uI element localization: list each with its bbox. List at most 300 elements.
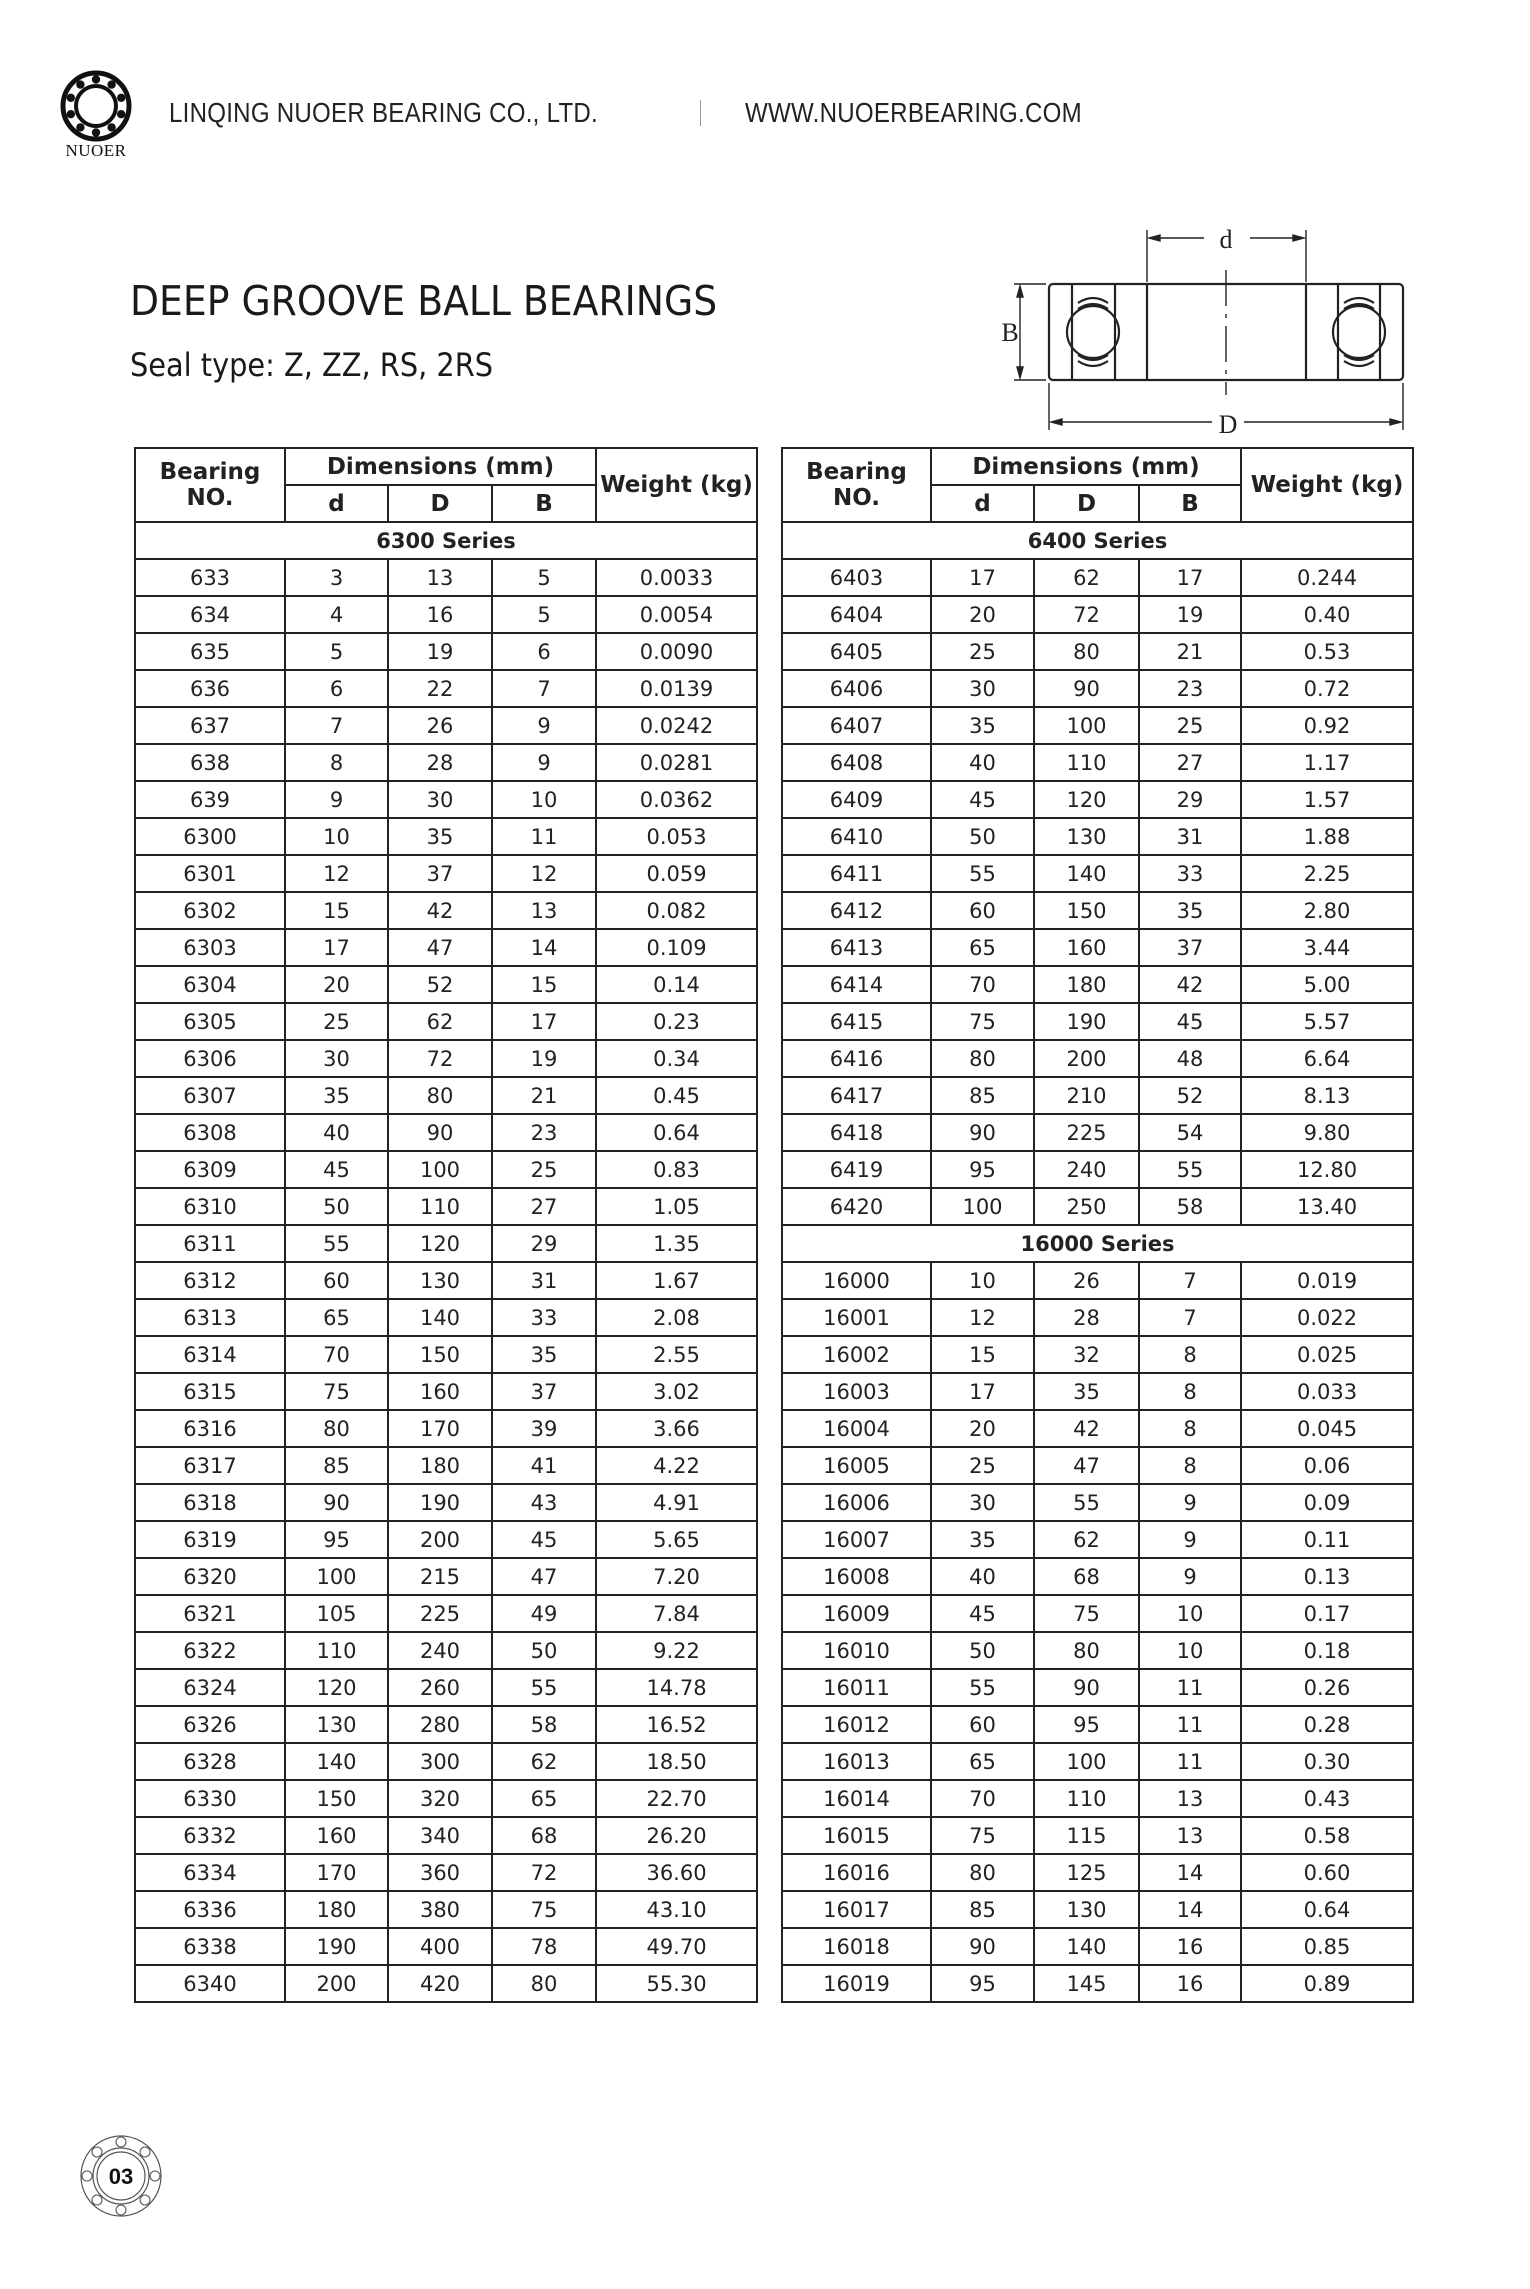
website-url: WWW.NUOERBEARING.COM [745, 97, 1082, 128]
weight-cell: 0.059 [596, 855, 757, 892]
D-cell: 37 [388, 855, 492, 892]
B-cell: 23 [492, 1114, 596, 1151]
B-cell: 68 [492, 1817, 596, 1854]
d-cell: 7 [285, 707, 388, 744]
bearing-no-cell: 6417 [782, 1077, 931, 1114]
bearing-no-cell: 6334 [135, 1854, 285, 1891]
d-cell: 45 [931, 781, 1034, 818]
D-cell: 47 [1034, 1447, 1139, 1484]
D-cell: 62 [1034, 1521, 1139, 1558]
B-cell: 45 [492, 1521, 596, 1558]
D-cell: 200 [1034, 1040, 1139, 1077]
B-cell: 25 [492, 1151, 596, 1188]
D-cell: 380 [388, 1891, 492, 1928]
weight-cell: 0.0242 [596, 707, 757, 744]
weight-cell: 0.64 [596, 1114, 757, 1151]
table-row [135, 1854, 757, 1891]
bearing-no-cell: 6324 [135, 1669, 285, 1706]
B-cell: 15 [492, 966, 596, 1003]
D-cell: 110 [1034, 1780, 1139, 1817]
d-cell: 30 [931, 670, 1034, 707]
D-cell: 190 [388, 1484, 492, 1521]
weight-cell: 0.17 [1241, 1595, 1413, 1632]
bearing-no-cell: 6332 [135, 1817, 285, 1854]
d-cell: 15 [931, 1336, 1034, 1373]
d-cell: 105 [285, 1595, 388, 1632]
d-cell: 8 [285, 744, 388, 781]
weight-cell: 0.60 [1241, 1854, 1413, 1891]
D-cell: 90 [1034, 1669, 1139, 1706]
weight-cell: 0.30 [1241, 1743, 1413, 1780]
table-row [782, 1891, 1413, 1928]
bearing-no-cell: 6308 [135, 1114, 285, 1151]
table-row [782, 1299, 1413, 1336]
weight-cell: 0.89 [1241, 1965, 1413, 2002]
weight-cell: 0.92 [1241, 707, 1413, 744]
d-cell: 20 [931, 596, 1034, 633]
d-cell: 120 [285, 1669, 388, 1706]
B-cell: 6 [492, 633, 596, 670]
d-cell: 35 [931, 1521, 1034, 1558]
B-cell: 11 [1139, 1706, 1241, 1743]
bearing-no-cell: 6304 [135, 966, 285, 1003]
weight-cell: 0.23 [596, 1003, 757, 1040]
table-row [135, 1151, 757, 1188]
table-row [135, 1595, 757, 1632]
weight-cell: 0.045 [1241, 1410, 1413, 1447]
table-row [135, 1077, 757, 1114]
table-row [782, 1817, 1413, 1854]
bearing-no-cell: 6340 [135, 1965, 285, 2002]
table-row [135, 1928, 757, 1965]
D-cell: 215 [388, 1558, 492, 1595]
weight-cell: 0.11 [1241, 1521, 1413, 1558]
col-B: B [1139, 485, 1241, 522]
bearing-no-cell: 6326 [135, 1706, 285, 1743]
bearing-no-cell: 637 [135, 707, 285, 744]
d-cell: 30 [285, 1040, 388, 1077]
table-row [135, 633, 757, 670]
table-row [135, 1706, 757, 1743]
B-cell: 78 [492, 1928, 596, 1965]
weight-cell: 3.44 [1241, 929, 1413, 966]
D-cell: 35 [1034, 1373, 1139, 1410]
D-cell: 260 [388, 1669, 492, 1706]
d-cell: 80 [931, 1040, 1034, 1077]
B-cell: 10 [1139, 1595, 1241, 1632]
col-d: d [285, 485, 388, 522]
weight-cell: 0.109 [596, 929, 757, 966]
B-cell: 50 [492, 1632, 596, 1669]
bearing-no-cell: 6322 [135, 1632, 285, 1669]
d-cell: 60 [931, 1706, 1034, 1743]
d-cell: 35 [931, 707, 1034, 744]
D-cell: 145 [1034, 1965, 1139, 2002]
D-cell: 26 [388, 707, 492, 744]
bearing-no-cell: 6317 [135, 1447, 285, 1484]
weight-cell: 0.85 [1241, 1928, 1413, 1965]
B-cell: 80 [492, 1965, 596, 2002]
col-D: D [388, 485, 492, 522]
B-cell: 37 [1139, 929, 1241, 966]
bearing-no-cell: 6319 [135, 1521, 285, 1558]
bearing-no-cell: 634 [135, 596, 285, 633]
B-cell: 13 [1139, 1780, 1241, 1817]
bearing-no-cell: 16006 [782, 1484, 931, 1521]
series-label: 16000 Series [782, 1225, 1413, 1262]
bearing-no-cell: 6301 [135, 855, 285, 892]
D-cell: 52 [388, 966, 492, 1003]
d-cell: 150 [285, 1780, 388, 1817]
B-cell: 55 [492, 1669, 596, 1706]
B-cell: 14 [1139, 1854, 1241, 1891]
D-cell: 22 [388, 670, 492, 707]
D-cell: 62 [388, 1003, 492, 1040]
bearing-no-cell: 6406 [782, 670, 931, 707]
page-number-badge [79, 2134, 163, 2218]
d-cell: 3 [285, 559, 388, 596]
d-cell: 75 [285, 1373, 388, 1410]
bearing-no-cell: 6415 [782, 1003, 931, 1040]
table-row [135, 929, 757, 966]
d-cell: 140 [285, 1743, 388, 1780]
B-cell: 23 [1139, 670, 1241, 707]
D-cell: 42 [388, 892, 492, 929]
bearing-no-cell: 16016 [782, 1854, 931, 1891]
d-cell: 90 [285, 1484, 388, 1521]
weight-cell: 3.66 [596, 1410, 757, 1447]
bearing-no-cell: 6321 [135, 1595, 285, 1632]
table-row [782, 670, 1413, 707]
bearing-no-cell: 6318 [135, 1484, 285, 1521]
d-cell: 5 [285, 633, 388, 670]
table-row [782, 1373, 1413, 1410]
D-cell: 47 [388, 929, 492, 966]
series-label: 6400 Series [782, 522, 1413, 559]
table-row [135, 1188, 757, 1225]
weight-cell: 0.0033 [596, 559, 757, 596]
weight-cell: 26.20 [596, 1817, 757, 1854]
bearing-no-cell: 6316 [135, 1410, 285, 1447]
d-cell: 50 [931, 818, 1034, 855]
diagram-label-d: d [1219, 225, 1233, 254]
weight-cell: 0.022 [1241, 1299, 1413, 1336]
weight-cell: 1.05 [596, 1188, 757, 1225]
weight-cell: 2.25 [1241, 855, 1413, 892]
weight-cell: 1.17 [1241, 744, 1413, 781]
table-row [135, 892, 757, 929]
B-cell: 33 [1139, 855, 1241, 892]
weight-cell: 0.0090 [596, 633, 757, 670]
B-cell: 7 [1139, 1299, 1241, 1336]
bearing-no-cell: 6305 [135, 1003, 285, 1040]
B-cell: 35 [492, 1336, 596, 1373]
table-row [782, 1965, 1413, 2002]
B-cell: 37 [492, 1373, 596, 1410]
D-cell: 130 [388, 1262, 492, 1299]
d-cell: 55 [285, 1225, 388, 1262]
weight-cell: 0.26 [1241, 1669, 1413, 1706]
B-cell: 58 [492, 1706, 596, 1743]
d-cell: 4 [285, 596, 388, 633]
B-cell: 10 [1139, 1632, 1241, 1669]
bearing-no-cell: 6416 [782, 1040, 931, 1077]
series-label: 6300 Series [135, 522, 757, 559]
bearing-no-cell: 6414 [782, 966, 931, 1003]
B-cell: 9 [492, 707, 596, 744]
d-cell: 75 [931, 1003, 1034, 1040]
weight-cell: 0.34 [596, 1040, 757, 1077]
D-cell: 68 [1034, 1558, 1139, 1595]
table-row [135, 1299, 757, 1336]
col-bearing-no: Bearing NO. [782, 448, 931, 522]
bearing-no-cell: 6307 [135, 1077, 285, 1114]
bearing-no-cell: 16012 [782, 1706, 931, 1743]
d-cell: 60 [931, 892, 1034, 929]
weight-cell: 7.84 [596, 1595, 757, 1632]
D-cell: 150 [1034, 892, 1139, 929]
table-row [135, 707, 757, 744]
D-cell: 130 [1034, 818, 1139, 855]
bearing-no-cell: 6420 [782, 1188, 931, 1225]
B-cell: 11 [492, 818, 596, 855]
weight-cell: 0.053 [596, 818, 757, 855]
spec-table-left [134, 447, 758, 2003]
D-cell: 160 [1034, 929, 1139, 966]
weight-cell: 55.30 [596, 1965, 757, 2002]
bearing-no-cell: 6330 [135, 1780, 285, 1817]
seal-type-subtitle: Seal type: Z, ZZ, RS, 2RS [130, 346, 494, 384]
d-cell: 75 [931, 1817, 1034, 1854]
d-cell: 25 [285, 1003, 388, 1040]
d-cell: 55 [931, 1669, 1034, 1706]
d-cell: 130 [285, 1706, 388, 1743]
table-row [782, 1484, 1413, 1521]
B-cell: 43 [492, 1484, 596, 1521]
B-cell: 12 [492, 855, 596, 892]
bearing-no-cell: 6407 [782, 707, 931, 744]
d-cell: 100 [931, 1188, 1034, 1225]
weight-cell: 16.52 [596, 1706, 757, 1743]
B-cell: 21 [1139, 633, 1241, 670]
weight-cell: 0.019 [1241, 1262, 1413, 1299]
D-cell: 95 [1034, 1706, 1139, 1743]
weight-cell: 0.033 [1241, 1373, 1413, 1410]
d-cell: 40 [931, 1558, 1034, 1595]
bearing-no-cell: 6310 [135, 1188, 285, 1225]
B-cell: 14 [492, 929, 596, 966]
table-row [135, 670, 757, 707]
table-row [782, 1928, 1413, 1965]
bearing-logo-icon [60, 70, 132, 142]
D-cell: 160 [388, 1373, 492, 1410]
table-row [135, 1965, 757, 2002]
D-cell: 90 [388, 1114, 492, 1151]
weight-cell: 0.13 [1241, 1558, 1413, 1595]
d-cell: 90 [931, 1928, 1034, 1965]
d-cell: 190 [285, 1928, 388, 1965]
D-cell: 420 [388, 1965, 492, 2002]
table-row [135, 1447, 757, 1484]
weight-cell: 0.082 [596, 892, 757, 929]
bearing-no-cell: 16003 [782, 1373, 931, 1410]
D-cell: 240 [388, 1632, 492, 1669]
weight-cell: 9.80 [1241, 1114, 1413, 1151]
weight-cell: 1.35 [596, 1225, 757, 1262]
D-cell: 225 [388, 1595, 492, 1632]
weight-cell: 4.22 [596, 1447, 757, 1484]
weight-cell: 1.67 [596, 1262, 757, 1299]
D-cell: 80 [388, 1077, 492, 1114]
weight-cell: 49.70 [596, 1928, 757, 1965]
d-cell: 65 [931, 929, 1034, 966]
D-cell: 100 [1034, 1743, 1139, 1780]
bearing-no-cell: 16004 [782, 1410, 931, 1447]
table-row [782, 1521, 1413, 1558]
B-cell: 8 [1139, 1410, 1241, 1447]
series-row [782, 522, 1413, 559]
col-weight: Weight (kg) [596, 448, 757, 522]
bearing-no-cell: 16013 [782, 1743, 931, 1780]
D-cell: 200 [388, 1521, 492, 1558]
bearing-no-cell: 6336 [135, 1891, 285, 1928]
d-cell: 17 [285, 929, 388, 966]
d-cell: 45 [285, 1151, 388, 1188]
table-row [135, 1743, 757, 1780]
weight-cell: 8.13 [1241, 1077, 1413, 1114]
weight-cell: 0.72 [1241, 670, 1413, 707]
D-cell: 150 [388, 1336, 492, 1373]
table-row [782, 707, 1413, 744]
B-cell: 65 [492, 1780, 596, 1817]
d-cell: 100 [285, 1558, 388, 1595]
bearing-no-cell: 635 [135, 633, 285, 670]
D-cell: 100 [1034, 707, 1139, 744]
weight-cell: 0.45 [596, 1077, 757, 1114]
d-cell: 80 [931, 1854, 1034, 1891]
D-cell: 320 [388, 1780, 492, 1817]
d-cell: 10 [931, 1262, 1034, 1299]
D-cell: 28 [1034, 1299, 1139, 1336]
table-row [135, 1558, 757, 1595]
B-cell: 19 [1139, 596, 1241, 633]
bearing-no-cell: 6411 [782, 855, 931, 892]
bearing-no-cell: 6302 [135, 892, 285, 929]
D-cell: 115 [1034, 1817, 1139, 1854]
weight-cell: 1.88 [1241, 818, 1413, 855]
B-cell: 29 [492, 1225, 596, 1262]
B-cell: 16 [1139, 1928, 1241, 1965]
bearing-no-cell: 6303 [135, 929, 285, 966]
weight-cell: 0.0281 [596, 744, 757, 781]
d-cell: 17 [931, 1373, 1034, 1410]
d-cell: 20 [285, 966, 388, 1003]
weight-cell: 0.0139 [596, 670, 757, 707]
D-cell: 180 [388, 1447, 492, 1484]
B-cell: 8 [1139, 1336, 1241, 1373]
bearing-no-cell: 636 [135, 670, 285, 707]
weight-cell: 0.14 [596, 966, 757, 1003]
weight-cell: 0.09 [1241, 1484, 1413, 1521]
table-row [135, 855, 757, 892]
d-cell: 70 [931, 1780, 1034, 1817]
table-row [135, 744, 757, 781]
table-row [782, 1336, 1413, 1373]
weight-cell: 0.83 [596, 1151, 757, 1188]
B-cell: 9 [1139, 1521, 1241, 1558]
d-cell: 50 [931, 1632, 1034, 1669]
table-row [782, 1151, 1413, 1188]
bearing-no-cell: 6328 [135, 1743, 285, 1780]
B-cell: 41 [492, 1447, 596, 1484]
table-row [782, 1114, 1413, 1151]
D-cell: 100 [388, 1151, 492, 1188]
weight-cell: 2.55 [596, 1336, 757, 1373]
weight-cell: 13.40 [1241, 1188, 1413, 1225]
d-cell: 12 [931, 1299, 1034, 1336]
table-row [135, 781, 757, 818]
bearing-no-cell: 6315 [135, 1373, 285, 1410]
weight-cell: 5.00 [1241, 966, 1413, 1003]
D-cell: 210 [1034, 1077, 1139, 1114]
d-cell: 95 [931, 1965, 1034, 2002]
B-cell: 31 [1139, 818, 1241, 855]
col-weight: Weight (kg) [1241, 448, 1413, 522]
table-row [135, 1521, 757, 1558]
table-row [782, 559, 1413, 596]
table-row [135, 1780, 757, 1817]
table-row [135, 1040, 757, 1077]
bearing-no-cell: 6410 [782, 818, 931, 855]
d-cell: 17 [931, 559, 1034, 596]
d-cell: 180 [285, 1891, 388, 1928]
B-cell: 62 [492, 1743, 596, 1780]
B-cell: 21 [492, 1077, 596, 1114]
d-cell: 170 [285, 1854, 388, 1891]
D-cell: 250 [1034, 1188, 1139, 1225]
weight-cell: 2.80 [1241, 892, 1413, 929]
weight-cell: 0.40 [1241, 596, 1413, 633]
bearing-no-cell: 6404 [782, 596, 931, 633]
D-cell: 240 [1034, 1151, 1139, 1188]
weight-cell: 0.64 [1241, 1891, 1413, 1928]
D-cell: 340 [388, 1817, 492, 1854]
weight-cell: 4.91 [596, 1484, 757, 1521]
D-cell: 140 [1034, 855, 1139, 892]
bearing-no-cell: 16007 [782, 1521, 931, 1558]
d-cell: 45 [931, 1595, 1034, 1632]
D-cell: 72 [1034, 596, 1139, 633]
B-cell: 8 [1139, 1373, 1241, 1410]
bearing-no-cell: 16000 [782, 1262, 931, 1299]
d-cell: 70 [285, 1336, 388, 1373]
D-cell: 26 [1034, 1262, 1139, 1299]
B-cell: 47 [492, 1558, 596, 1595]
B-cell: 9 [1139, 1558, 1241, 1595]
d-cell: 15 [285, 892, 388, 929]
weight-cell: 22.70 [596, 1780, 757, 1817]
bearing-no-cell: 639 [135, 781, 285, 818]
logo-text: NUOER [65, 141, 127, 160]
D-cell: 30 [388, 781, 492, 818]
bearing-no-cell: 6409 [782, 781, 931, 818]
bearing-no-cell: 6408 [782, 744, 931, 781]
d-cell: 30 [931, 1484, 1034, 1521]
weight-cell: 0.025 [1241, 1336, 1413, 1373]
B-cell: 58 [1139, 1188, 1241, 1225]
weight-cell: 5.57 [1241, 1003, 1413, 1040]
bearing-no-cell: 6309 [135, 1151, 285, 1188]
